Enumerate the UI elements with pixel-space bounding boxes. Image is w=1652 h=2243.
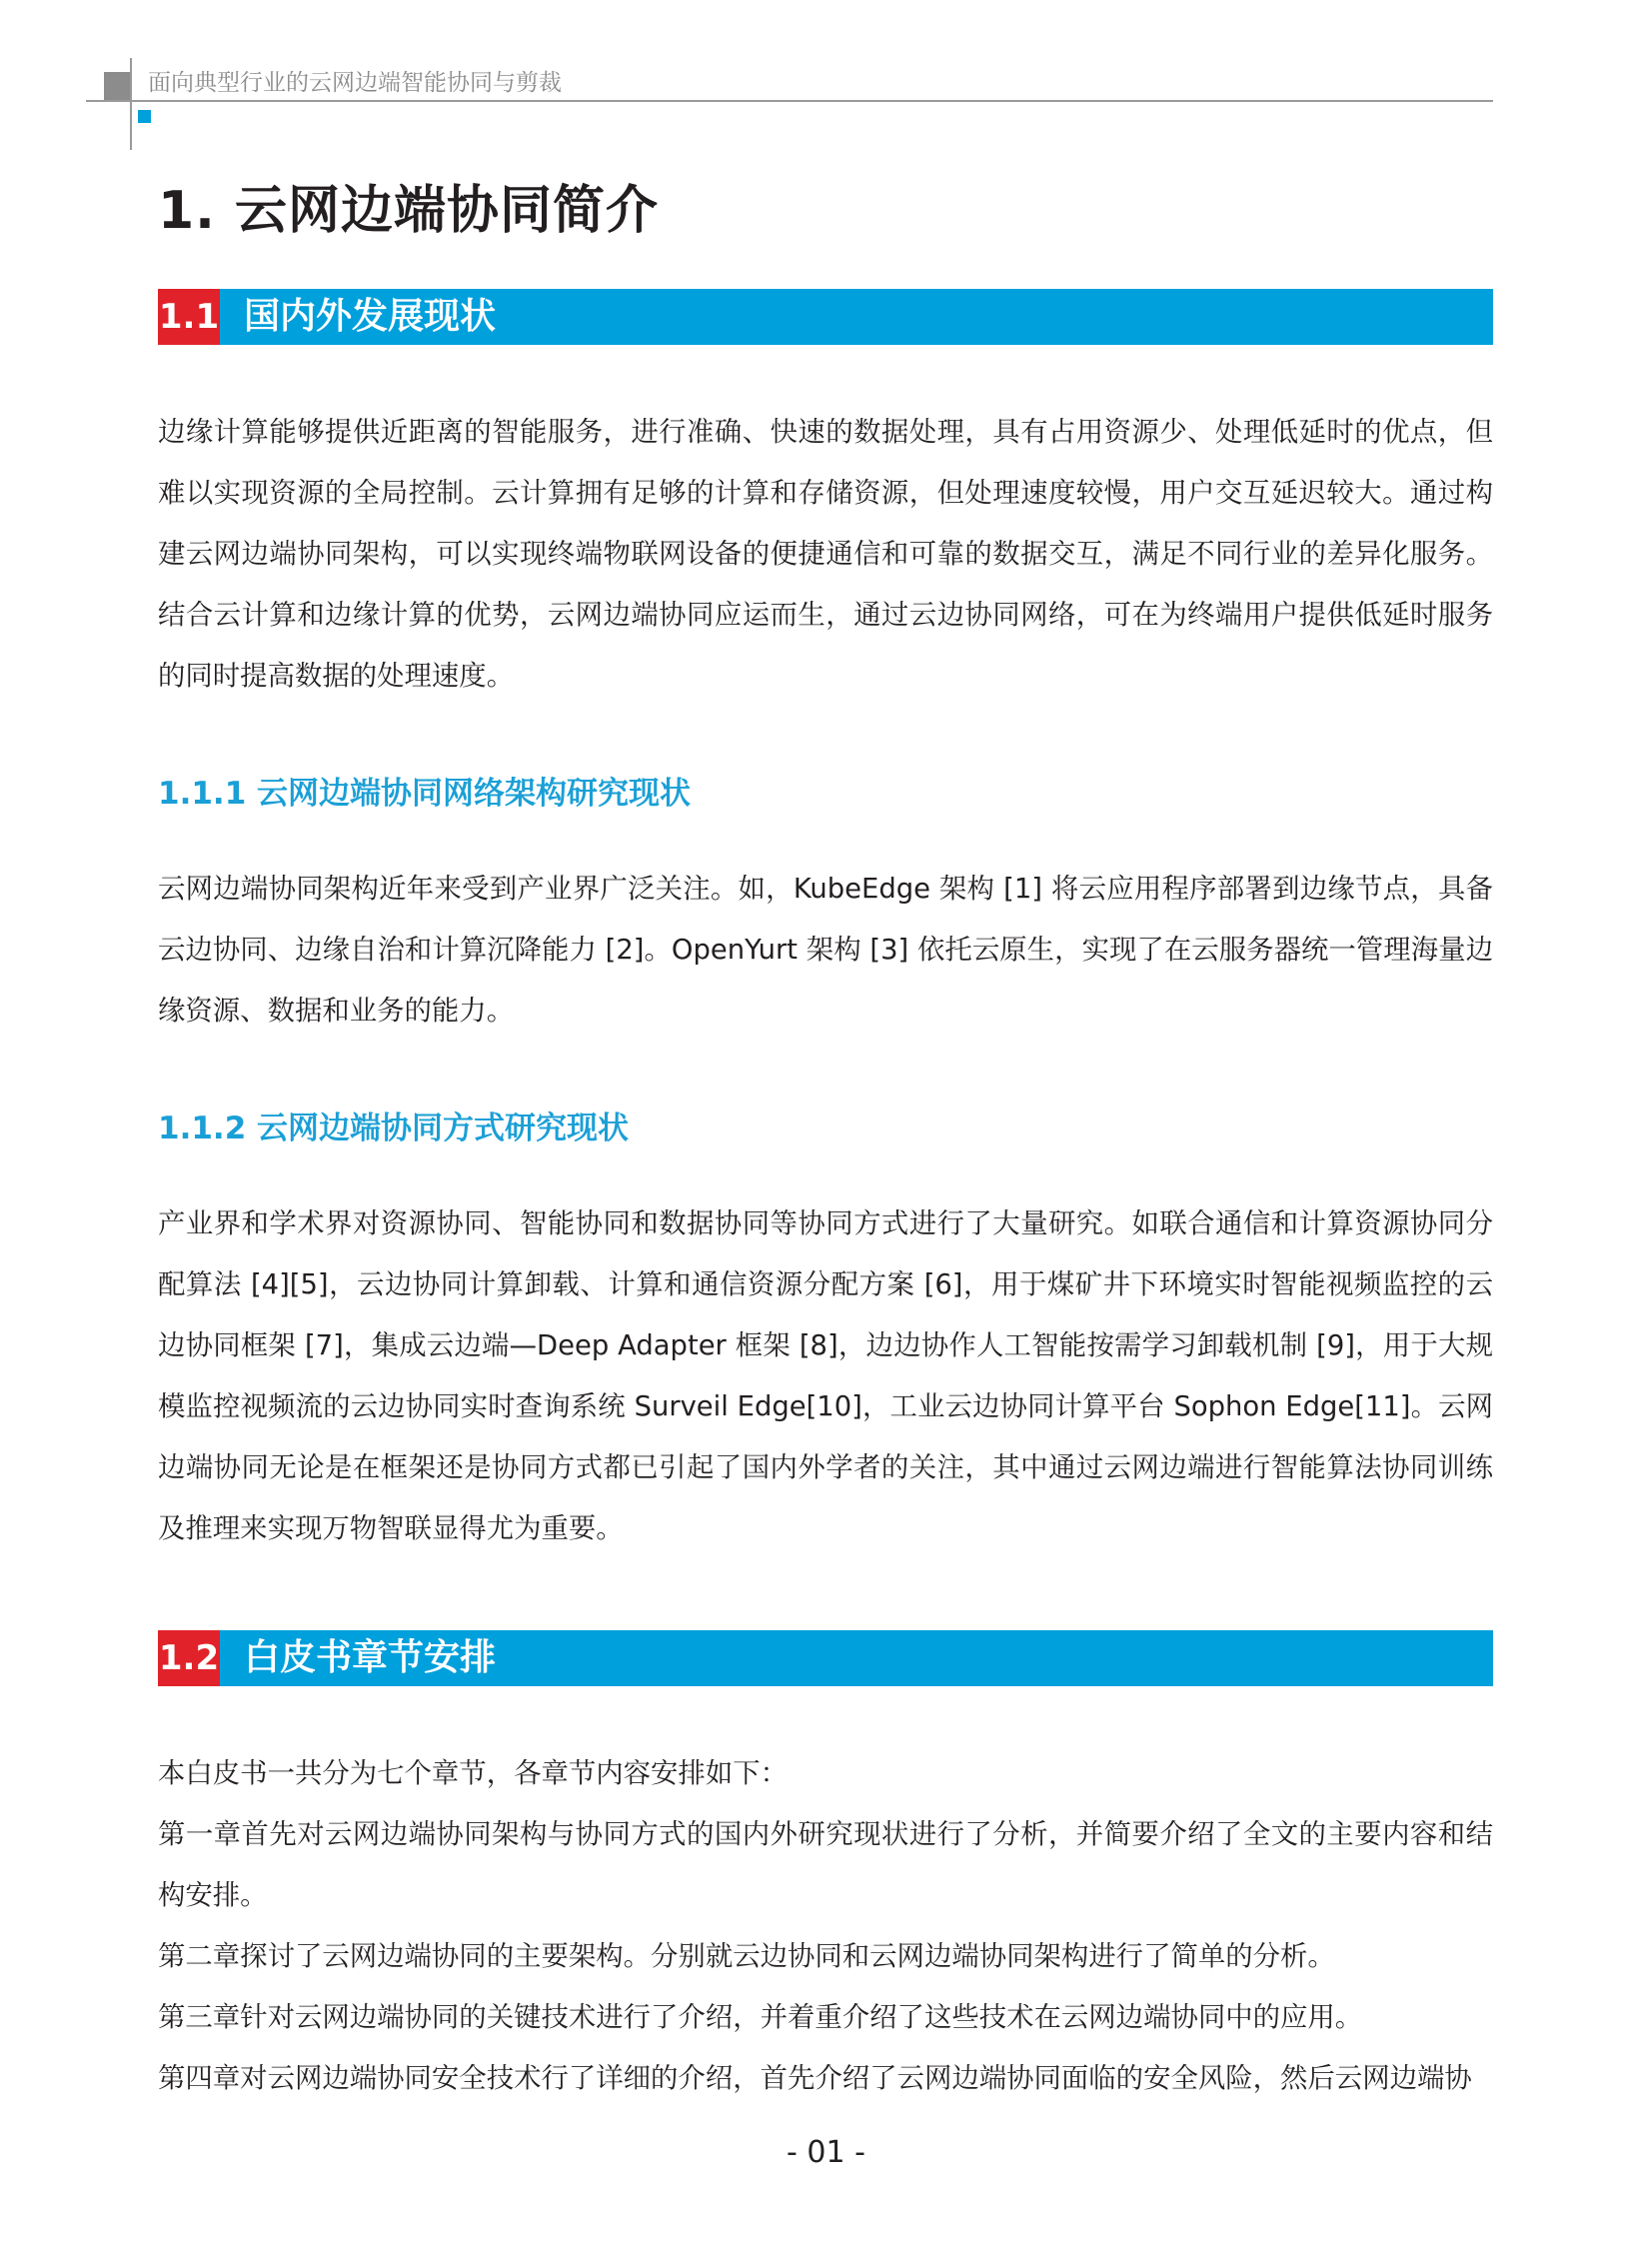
section-1-1-number: 1.1 <box>158 289 220 345</box>
section-1-2-banner <box>158 1630 1493 1686</box>
subsection-1-1-1-title: 1.1.1 云网边端协同网络架构研究现状 <box>158 776 692 812</box>
page-number: - 01 - <box>787 2135 865 2170</box>
section-1-2-line: 第四章对云网边端协同安全技术行了详细的介绍，首先介绍了云网边端协同面临的安全风险，然后云网边端协 <box>158 2063 1472 2094</box>
section-1-2-lines <box>158 1743 1493 2109</box>
section-1-2-line: 第一章首先对云网边端协同架构与协同方式的国内外研究现状进行了分析，并简要介绍了全文的主要内容和结构安排。 <box>158 1819 1493 1911</box>
section-1-2-number: 1.2 <box>158 1630 220 1686</box>
header-blue-square <box>138 110 151 123</box>
section-1-1-paragraph: 边缘计算能够提供近距离的智能服务，进行准确、快速的数据处理，具有占用资源少、处理低延时的优点，但难以实现资源的全局控制。云计算拥有足够的计算和存储资源，但处理速度较慢，用户交互延迟较大。通过构建云网边端协同架构，可以实现终端物联网设备的便捷通信和可靠的数据交互，满足不同行业的差异化服务。结合云计算和边缘计算的优势，云网边端协同应运而生，通过云边协同网络，可在为终端用户提供低延时服务的同时提高数据的处理速度。 <box>158 417 1493 692</box>
subsection-1-1-2-title: 1.1.2 云网边端协同方式研究现状 <box>158 1111 630 1146</box>
subsection-1-1-2-paragraph: 产业界和学术界对资源协同、智能协同和数据协同等协同方式进行了大量研究。如联合通信和计算资源协同分配算法 [4][5]，云边协同计算卸载、计算和通信资源分配方案 [6]，用于煤矿井下环境实时智能视频监控的云边协同框架 [7]，集成云边端—Deep Adapter 框架 [8]，边边协作人工智能按需学习卸载机制 [9]，用于大规模监控视频流的云边协同实时查询系统 Surveil Edge[10]，工业云边协同计算平台 Sophon Edge[11]。云网边端协同无论是在框架还是协同方式都已引起了国内外学者的关注，其中通过云网边端进行智能算法协同训练及推理来实现万物智联显得尤为重要。 <box>158 1208 1493 1544</box>
header-vertical-rule <box>130 58 132 150</box>
section-1-2-line: 本白皮书一共分为七个章节，各章节内容安排如下： <box>158 1758 788 1789</box>
section-1-2-line: 第二章探讨了云网边端协同的主要架构。分别就云边协同和云网边端协同架构进行了简单的分析。 <box>158 1941 1335 1972</box>
header-gray-square <box>104 72 132 100</box>
section-1-2-title: 白皮书章节安排 <box>244 1637 497 1678</box>
running-header-title: 面向典型行业的云网边端智能协同与剪裁 <box>148 70 562 96</box>
chapter-title: 1. 云网边端协同简介 <box>158 181 660 241</box>
subsection-1-1-1-paragraph: 云网边端协同架构近年来受到产业界广泛关注。如，KubeEdge 架构 [1] 将云应用程序部署到边缘节点，具备云边协同、边缘自治和计算沉降能力 [2]。OpenYurt 架构 [3] 依托云原生，实现了在云服务器统一管理海量边缘资源、数据和业务的能力。 <box>158 874 1493 1027</box>
section-1-1-title: 国内外发展现状 <box>244 296 497 337</box>
section-1-2-line: 第三章针对云网边端协同的关键技术进行了介绍，并着重介绍了这些技术在云网边端协同中的应用。 <box>158 2002 1363 2033</box>
header-horizontal-rule <box>86 100 1493 102</box>
section-1-1-banner <box>158 289 1493 345</box>
